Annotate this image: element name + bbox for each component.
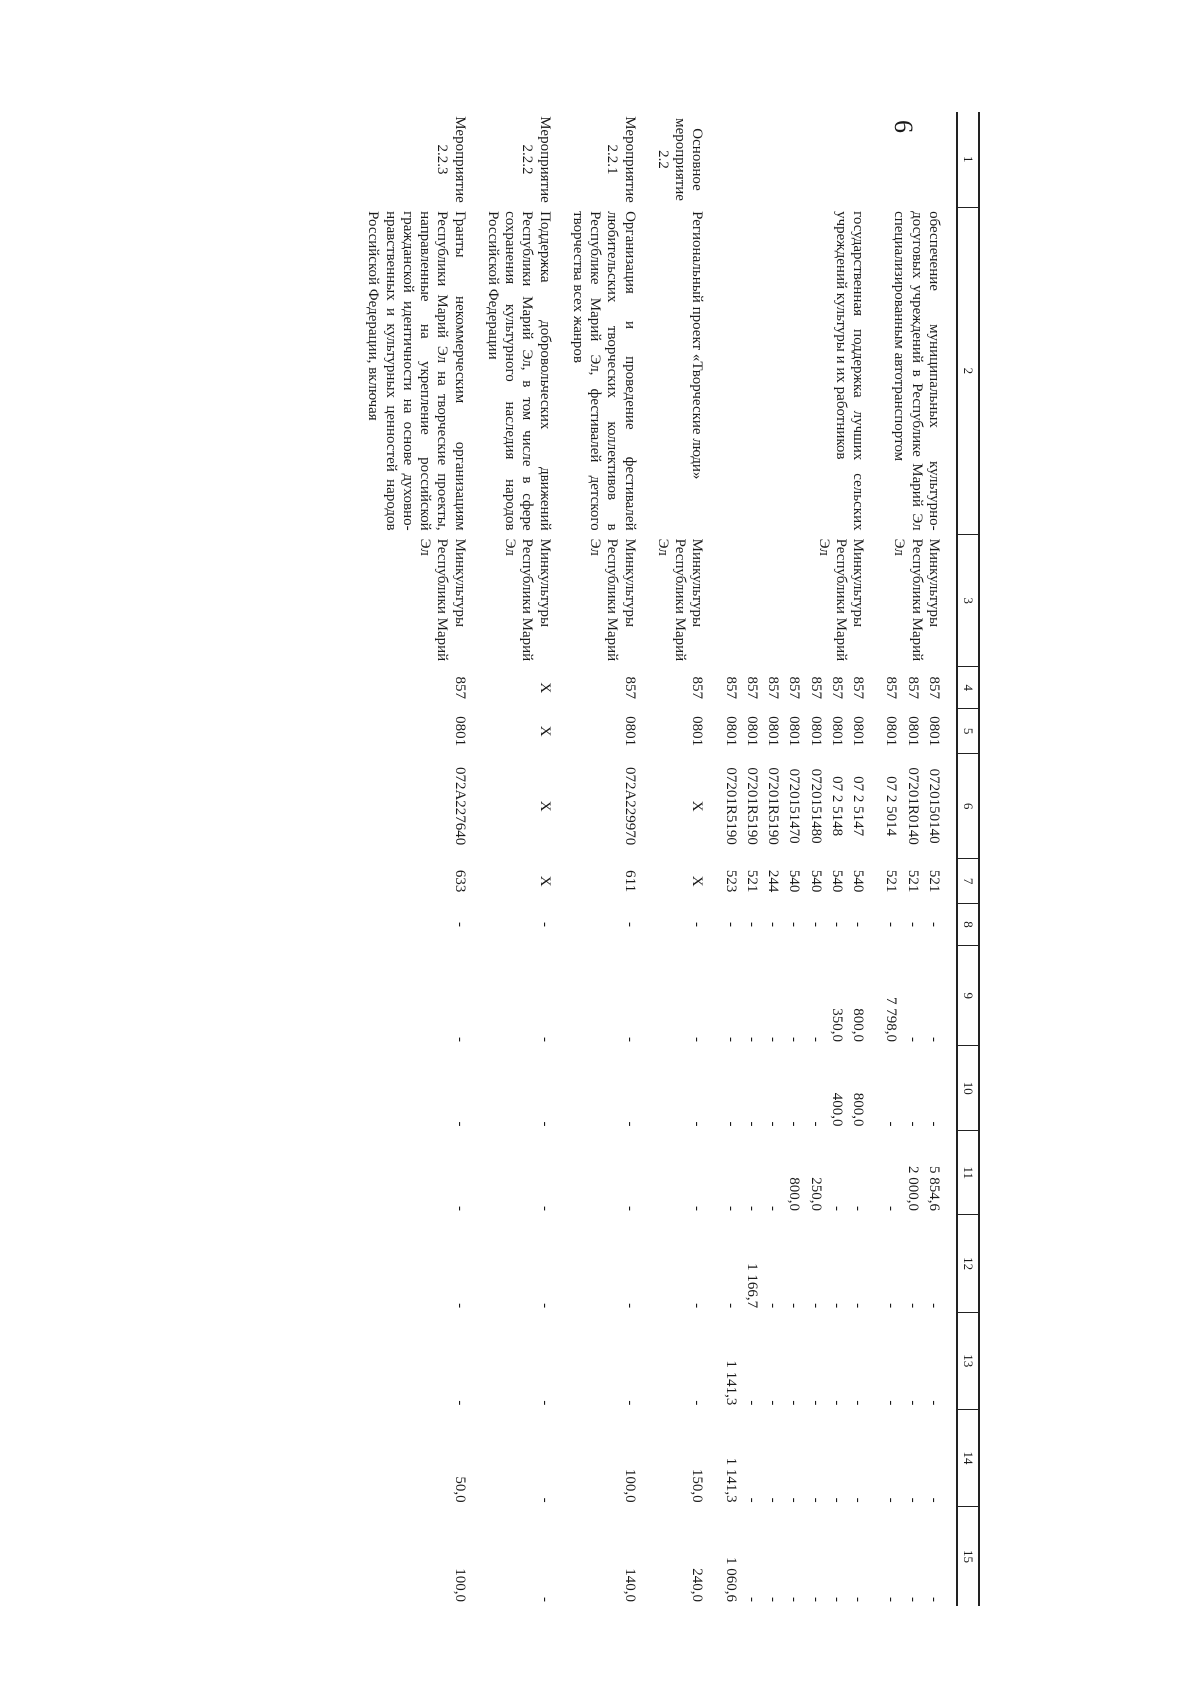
- column-header-13: 13: [957, 1312, 979, 1409]
- page-number: 6: [889, 120, 918, 133]
- cell-col-14: -: [744, 1497, 760, 1503]
- cell-col-15: 240,0: [689, 1568, 706, 1602]
- cell-col-5: 0801: [722, 716, 739, 747]
- cell-col-3: Минкультуры Республики Марий Эл: [417, 538, 468, 662]
- column-header-11: 11: [957, 1130, 979, 1215]
- cell-col-6: 07201R5190: [765, 767, 782, 845]
- cell-col-8: -: [904, 921, 921, 927]
- column-header-2: 2: [957, 207, 979, 535]
- cell-col-8: -: [883, 921, 900, 927]
- cell-col-10: -: [451, 1121, 468, 1127]
- column-number-row: [957, 112, 979, 1606]
- table-row: [923, 112, 957, 1606]
- column-header-12: 12: [957, 1215, 979, 1312]
- cell-col-7: 611: [621, 870, 638, 893]
- table-row: [482, 112, 567, 1606]
- cell-col-9: -: [722, 1036, 739, 1042]
- cell-col-12: -: [722, 1303, 739, 1309]
- cell-col-10: -: [621, 1121, 638, 1127]
- cell-col-4: 857: [744, 676, 760, 700]
- cell-col-4: Х: [536, 682, 553, 694]
- cell-col-3: Минкультуры Республики Марий Эл: [502, 538, 553, 662]
- column-header-14: 14: [957, 1409, 979, 1506]
- cell-col-11: -: [451, 1205, 468, 1211]
- cell-col-7: 521: [744, 869, 760, 893]
- cell-col-14: -: [883, 1497, 900, 1503]
- cell-col-8: -: [765, 921, 782, 927]
- cell-col-12: -: [850, 1303, 867, 1309]
- cell-col-11: -: [765, 1205, 782, 1211]
- cell-col-6: 07 2 5148: [829, 776, 845, 837]
- column-header-7: 7: [957, 859, 979, 903]
- cell-col-7: 633: [451, 869, 468, 893]
- cell-col-8: -: [807, 921, 824, 927]
- cell-col-13: -: [689, 1400, 706, 1406]
- cell-col-7: 540: [786, 869, 803, 893]
- cell-col-3: Минкультуры Республики Марий Эл: [655, 538, 706, 662]
- cell-col-5: 0801: [926, 716, 942, 747]
- cell-col-4: 857: [765, 676, 782, 700]
- cell-col-15: -: [765, 1597, 782, 1602]
- cell-col-12: -: [829, 1303, 845, 1309]
- cell-col-8: -: [786, 921, 803, 927]
- cell-col-14: 100,0: [621, 1468, 638, 1503]
- cell-col-12: -: [926, 1303, 942, 1309]
- cell-col-7: 540: [807, 869, 824, 893]
- cell-col-8: -: [926, 921, 942, 927]
- cell-col-11: 250,0: [807, 1177, 824, 1211]
- cell-col-9: -: [926, 1036, 942, 1042]
- cell-col-8: -: [689, 921, 706, 927]
- cell-col-11: -: [850, 1205, 867, 1211]
- cell-col-5: 0801: [765, 716, 782, 747]
- cell-col-8: -: [744, 921, 760, 927]
- cell-col-9: -: [536, 1036, 553, 1042]
- cell-col-5: 0801: [744, 716, 760, 747]
- cell-col-10: -: [765, 1121, 782, 1127]
- cell-col-14: -: [850, 1497, 867, 1503]
- cell-col-13: -: [451, 1400, 468, 1406]
- cell-col-7: 521: [883, 869, 900, 893]
- cell-col-1: Мероприятие 2.2.2: [519, 116, 553, 203]
- cell-col-15: 100,0: [451, 1568, 468, 1602]
- cell-col-6: 07 2 5147: [850, 776, 867, 837]
- cell-col-6: 0720151470: [786, 768, 803, 844]
- cell-col-1: Основное мероприятие 2.2: [655, 118, 706, 201]
- cell-col-15: -: [536, 1597, 553, 1602]
- cell-col-15: 140,0: [621, 1568, 638, 1602]
- cell-col-6: Х: [689, 800, 706, 812]
- cell-col-5: 0801: [451, 716, 468, 747]
- cell-col-2: Гранты некоммерческим организациям Республики Марий Эл на творческие проекты, направленные на укрепление российской гражданской идентичности на основе духовно-нравственных и культурных ценностей народов Российской Федерации, включая: [365, 211, 468, 531]
- cell-col-12: 1 166,7: [744, 1263, 760, 1309]
- cell-col-14: -: [765, 1497, 782, 1503]
- cell-col-11: 800,0: [786, 1177, 803, 1211]
- cell-col-8: -: [829, 921, 845, 927]
- cell-col-15: -: [926, 1597, 942, 1602]
- column-header-9: 9: [957, 946, 979, 1046]
- cell-col-4: 857: [926, 676, 942, 700]
- cell-col-5: 0801: [850, 716, 867, 747]
- cell-col-13: -: [536, 1400, 553, 1406]
- cell-col-15: -: [786, 1597, 803, 1602]
- cell-col-13: -: [621, 1400, 638, 1406]
- cell-col-9: -: [451, 1036, 468, 1042]
- cell-col-13: -: [744, 1400, 760, 1406]
- budget-table: [362, 112, 980, 1606]
- cell-col-3: Минкультуры Республики Марий Эл: [587, 538, 638, 662]
- cell-col-6: 072А227640: [451, 766, 468, 846]
- cell-col-5: Х: [536, 725, 553, 737]
- cell-col-12: -: [765, 1303, 782, 1309]
- cell-col-9: 800,0: [850, 1008, 867, 1042]
- cell-col-11: -: [536, 1205, 553, 1211]
- cell-col-15: -: [744, 1597, 760, 1602]
- cell-col-15: -: [829, 1597, 845, 1602]
- cell-col-6: 0720150140: [926, 768, 942, 844]
- cell-col-4: 857: [689, 676, 706, 700]
- cell-col-7: 244: [765, 869, 782, 893]
- cell-col-11: -: [689, 1205, 706, 1211]
- cell-col-9: -: [765, 1036, 782, 1042]
- column-header-3: 3: [957, 535, 979, 667]
- cell-col-9: -: [904, 1036, 921, 1042]
- table-row: [567, 112, 652, 1606]
- cell-col-12: -: [689, 1303, 706, 1309]
- cell-col-9: -: [689, 1036, 706, 1042]
- cell-col-8: -: [536, 921, 553, 927]
- cell-col-13: -: [807, 1400, 824, 1406]
- cell-col-2: обеспечение муниципальных культурно-досуговых учреждений в Республике Марий Эл специализированным автотранспортом: [891, 211, 942, 531]
- column-header-10: 10: [957, 1046, 979, 1131]
- cell-col-11: -: [829, 1205, 845, 1211]
- cell-col-5: 0801: [883, 716, 900, 747]
- cell-col-14: -: [807, 1497, 824, 1503]
- cell-col-7: Х: [689, 875, 706, 887]
- cell-col-14: 150,0: [689, 1468, 706, 1503]
- cell-col-9: -: [621, 1036, 638, 1042]
- cell-col-10: -: [807, 1121, 824, 1127]
- cell-col-8: -: [451, 921, 468, 927]
- cell-col-7: 521: [904, 869, 921, 893]
- cell-col-10: -: [722, 1121, 739, 1127]
- cell-col-2: Поддержка добровольческих движений Республики Марий Эл, в том числе в сфере сохранения культурного наследия народов Российской Федерации: [485, 211, 553, 531]
- cell-col-14: 1 141,3: [722, 1457, 739, 1503]
- cell-col-15: -: [807, 1597, 824, 1602]
- cell-col-15: -: [904, 1597, 921, 1602]
- cell-col-12: -: [807, 1303, 824, 1309]
- cell-col-14: -: [829, 1497, 845, 1503]
- cell-col-8: -: [621, 921, 638, 927]
- cell-col-5: 0801: [621, 716, 638, 747]
- cell-col-4: 857: [883, 676, 900, 700]
- cell-col-6: 07 2 5014: [883, 776, 900, 837]
- cell-col-13: -: [926, 1400, 942, 1406]
- cell-col-7: 540: [829, 869, 845, 893]
- cell-col-11: -: [722, 1205, 739, 1211]
- cell-col-12: -: [904, 1303, 921, 1309]
- cell-col-10: -: [689, 1121, 706, 1127]
- cell-col-15: 1 060,6: [722, 1557, 739, 1602]
- column-header-5: 5: [957, 709, 979, 753]
- cell-col-13: -: [850, 1400, 867, 1406]
- cell-col-10: -: [904, 1121, 921, 1127]
- cell-col-14: -: [536, 1497, 553, 1503]
- cell-col-5: 0801: [829, 716, 845, 747]
- cell-col-7: 540: [850, 869, 867, 893]
- cell-col-13: -: [786, 1400, 803, 1406]
- cell-col-10: -: [744, 1121, 760, 1127]
- cell-col-7: 521: [926, 869, 942, 893]
- cell-col-4: 857: [722, 676, 739, 700]
- cell-col-10: 800,0: [850, 1092, 867, 1127]
- cell-col-3: Минкультуры Республики Марий Эл: [815, 538, 867, 662]
- column-header-15: 15: [957, 1507, 979, 1606]
- cell-col-6: 07201R5190: [744, 767, 760, 845]
- cell-col-4: 857: [451, 676, 468, 700]
- cell-col-4: 857: [829, 676, 845, 700]
- cell-col-12: -: [883, 1303, 900, 1309]
- cell-col-10: -: [536, 1121, 553, 1127]
- cell-col-2: государственная поддержка лучших сельских учреждений культуры и их работников: [833, 211, 867, 531]
- table-row: [847, 112, 880, 1606]
- cell-col-13: -: [904, 1400, 921, 1406]
- cell-col-8: -: [850, 921, 867, 927]
- cell-col-6: 0720151480: [807, 768, 824, 844]
- cell-col-2: Организация и проведение фестивалей любительских творческих коллективов в Республике Марий Эл, фестивалей детского творчества всех жанров: [570, 211, 638, 531]
- cell-col-10: -: [786, 1121, 803, 1127]
- cell-col-12: -: [536, 1303, 553, 1309]
- table-row: [652, 112, 720, 1606]
- cell-col-9: -: [807, 1036, 824, 1042]
- cell-col-9: -: [744, 1036, 760, 1042]
- cell-col-1: [880, 112, 957, 207]
- cell-col-15: -: [850, 1597, 867, 1602]
- cell-col-4: 857: [850, 676, 867, 700]
- cell-col-10: -: [926, 1121, 942, 1127]
- cell-col-6: 072А229970: [621, 766, 638, 846]
- cell-col-1: [720, 112, 881, 207]
- cell-col-13: -: [829, 1400, 845, 1406]
- cell-col-13: -: [883, 1400, 900, 1406]
- column-header-1: 1: [957, 112, 979, 207]
- cell-col-1: Мероприятие 2.2.1: [604, 116, 638, 203]
- cell-col-14: 50,0: [451, 1476, 468, 1503]
- cell-col-4: 857: [786, 676, 803, 700]
- cell-col-13: -: [765, 1400, 782, 1406]
- cell-col-5: 0801: [689, 716, 706, 747]
- cell-col-14: -: [904, 1497, 921, 1503]
- column-header-4: 4: [957, 667, 979, 709]
- table-body: [362, 112, 957, 1606]
- cell-col-9: 350,0: [829, 1008, 845, 1042]
- cell-col-9: 7 798,0: [883, 996, 900, 1042]
- cell-col-13: 1 141,3: [722, 1360, 739, 1406]
- cell-col-10: 400,0: [829, 1092, 845, 1127]
- cell-col-12: -: [621, 1303, 638, 1309]
- cell-col-4: 857: [621, 676, 638, 700]
- cell-col-12: -: [451, 1303, 468, 1309]
- cell-col-11: -: [621, 1205, 638, 1211]
- cell-col-15: -: [883, 1597, 900, 1602]
- column-header-8: 8: [957, 903, 979, 945]
- cell-col-6: 07201R0140: [904, 767, 921, 845]
- cell-col-7: Х: [536, 875, 553, 887]
- column-header-6: 6: [957, 753, 979, 859]
- cell-col-8: -: [722, 921, 739, 927]
- cell-col-11: -: [744, 1205, 760, 1211]
- cell-col-7: 523: [722, 869, 739, 893]
- cell-col-9: -: [786, 1036, 803, 1042]
- cell-col-6: Х: [536, 800, 553, 812]
- cell-col-10: -: [883, 1121, 900, 1127]
- cell-col-11: 5 854,6: [926, 1165, 942, 1211]
- cell-col-14: -: [786, 1497, 803, 1503]
- cell-col-2: Региональный проект «Творческие люди»: [689, 211, 706, 480]
- cell-col-11: -: [883, 1205, 900, 1211]
- cell-col-11: 2 000,0: [904, 1165, 921, 1211]
- cell-col-5: 0801: [807, 716, 824, 747]
- table-row: [362, 112, 482, 1606]
- cell-col-1: Мероприятие 2.2.3: [434, 116, 468, 203]
- cell-col-6: 07201R5190: [722, 767, 739, 845]
- cell-col-4: 857: [807, 676, 824, 700]
- cell-col-5: 0801: [904, 716, 921, 747]
- rotated-page-content: [160, 112, 980, 1612]
- cell-col-5: 0801: [786, 716, 803, 747]
- cell-col-4: 857: [904, 676, 921, 700]
- cell-col-3: Минкультуры Республики Марий Эл: [891, 538, 942, 662]
- cell-col-14: -: [926, 1497, 942, 1503]
- cell-col-12: -: [786, 1303, 803, 1309]
